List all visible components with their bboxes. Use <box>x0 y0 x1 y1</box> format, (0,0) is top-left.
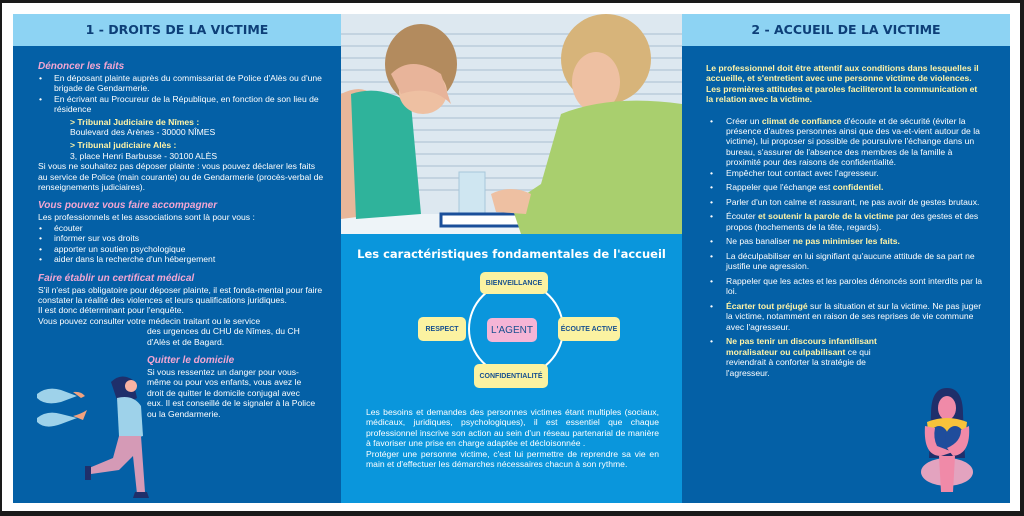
reception-text <box>366 407 659 469</box>
list-item: • Parler d'un ton calme et rassurant, ne pas avoir de gestes brutaux. <box>706 197 986 207</box>
section-intro: Les professionnels et les associations sont là pour vous : <box>38 212 255 223</box>
court-address: Boulevard des Arènes - 30000 NÎMES <box>70 127 216 138</box>
section-title: Les caractéristiques fondamentales de l'accueil <box>357 247 666 261</box>
grabbing-hand-icon <box>37 413 77 427</box>
list-item: • La déculpabiliser en lui signifiant qu'aucune attitude de sa part ne justifie une agression. <box>706 251 986 272</box>
section-heading: Vous pouvez vous faire accompagner <box>38 200 218 212</box>
fleeing-woman-illustration <box>33 374 153 499</box>
list-item: • Écouter et soutenir la parole de la victime par des gestes et des propos (hochements de la tête, regards). <box>706 211 986 232</box>
court-address: 3, place Henri Barbusse - 30100 ALÈS <box>70 150 218 161</box>
paragraph: Protéger une personne victime, c'est lui permettre de reprendre sa vie en main et d'effectuer les démarches nécessaires chacun à son rythme. <box>366 448 659 470</box>
sitting-woman-illustration <box>917 386 977 498</box>
paragraph: S'il n'est pas obligatoire pour déposer plainte, il est fonda-mental pour faire constater la réalité des violences et leurs qualifications juridiques. <box>38 284 323 305</box>
list-item: • Empêcher tout contact avec l'agresseur. <box>706 168 986 178</box>
node-ecoute-active: ÉCOUTE ACTIVE <box>558 317 620 341</box>
paragraph: Vous pouvez consulter votre médecin traitant ou le service <box>38 315 261 326</box>
paragraph: des urgences du CHU de Nîmes, du CH d'Alès et de Bagard. <box>147 326 300 347</box>
list-item: • Rappeler que les actes et les paroles dénoncés sont interdits par la loi. <box>706 276 986 297</box>
node-bienveillance: BIENVEILLANCE <box>480 272 548 294</box>
list-item: • apporter un soutien psychologique <box>38 244 327 254</box>
section-heading: Dénoncer les faits <box>38 61 125 72</box>
list-item: • Ne pas tenir un discours infantilisant moralisateur ou culpabilisant ce qui reviendrait à conforter la stratégie de l'agresseur. <box>706 336 896 378</box>
list-item: • Rappeler que l'échange est confidentiel. <box>706 182 986 192</box>
list-item: • écouter <box>38 223 327 233</box>
victim-reception-panel <box>682 14 1010 503</box>
court-name: > Tribunal Judiciaire de Nîmes : <box>70 116 200 127</box>
list-item: • aider dans la recherche d'un hébergement <box>38 254 327 264</box>
counseling-photo <box>341 14 682 234</box>
node-confidentialite: CONFIDENTIALITÉ <box>474 364 548 388</box>
reception-diagram <box>411 269 621 389</box>
intro-text: Les premières attitudes et paroles faciliteront la communication et la relation avec la victime. <box>706 83 978 105</box>
paragraph: Si vous ressentez un danger pour vous-même ou pour vos enfants, vous avez le droit de quitter le domicile conjugal avec eux. Il est conseillé de le signaler à la Police ou la Gendarmerie. <box>147 366 316 419</box>
section-heading: Faire établir un certificat médical <box>38 272 195 284</box>
panel-title: 2 - ACCUEIL DE LA VICTIME <box>682 14 1010 46</box>
list-item: • En déposant plainte auprès du commissariat de Police d'Alès ou d'une brigade de Gendarmerie. <box>38 73 327 94</box>
reception-characteristics-panel <box>341 14 682 503</box>
section-heading: Quitter le domicile <box>147 354 235 366</box>
list-item: • En écrivant au Procureur de la République, en fonction de son lieu de résidence <box>38 94 327 115</box>
court-name: > Tribunal judiciaire Alès : <box>70 140 177 151</box>
note-text: Si vous ne souhaitez pas déposer plainte : vous pouvez déclarer les faits au service de Police (main courante) ou de Gendarmerie (procès-verbal de renseignements judiciaires). <box>38 161 324 193</box>
list-item: • informer sur vos droits <box>38 233 327 243</box>
intro-text: Le professionnel doit être attentif aux conditions dans lesquelles il accueille, et s'entretient avec une personne victime de violences. <box>706 63 979 84</box>
list-item: • Créer un climat de confiance d'écoute et de sécurité (éviter la présence d'autres personnes ainsi que des va-et-vient autour de la victime), lui proposer si possible de poursuivre l'échange dans un bureau, s'assurer de l'absence des membres de la famille à proximité pour des raisons de confidentialité. <box>706 116 986 168</box>
panel-title: 1 - DROITS DE LA VICTIME <box>13 14 341 46</box>
paragraph: Il est donc déterminant pour l'enquête. <box>38 305 184 316</box>
node-respect: RESPECT <box>418 317 466 341</box>
list-item: • Ne pas banaliser ne pas minimiser les faits. <box>706 236 986 246</box>
photo-image <box>341 14 682 234</box>
brochure-page <box>2 3 1020 511</box>
paragraph: Les besoins et demandes des personnes victimes étant multiples (sociaux, médicaux, juridiques, psychologiques), il est essentiel que chaque professionnel inscrive son action au sein d'un réseau partenarial de manière à favoriser une prise en charge adaptée et décloisonnée . <box>366 407 659 449</box>
node-agent: L'AGENT <box>487 318 537 342</box>
grabbing-hand-icon <box>37 389 77 404</box>
victim-rights-panel <box>13 14 341 503</box>
list-item: • Écarter tout préjugé sur la situation et sur la victime. Ne pas juger la victime, notamment en raison de ses reprises de vie commune avec l'agresseur. <box>706 301 986 332</box>
